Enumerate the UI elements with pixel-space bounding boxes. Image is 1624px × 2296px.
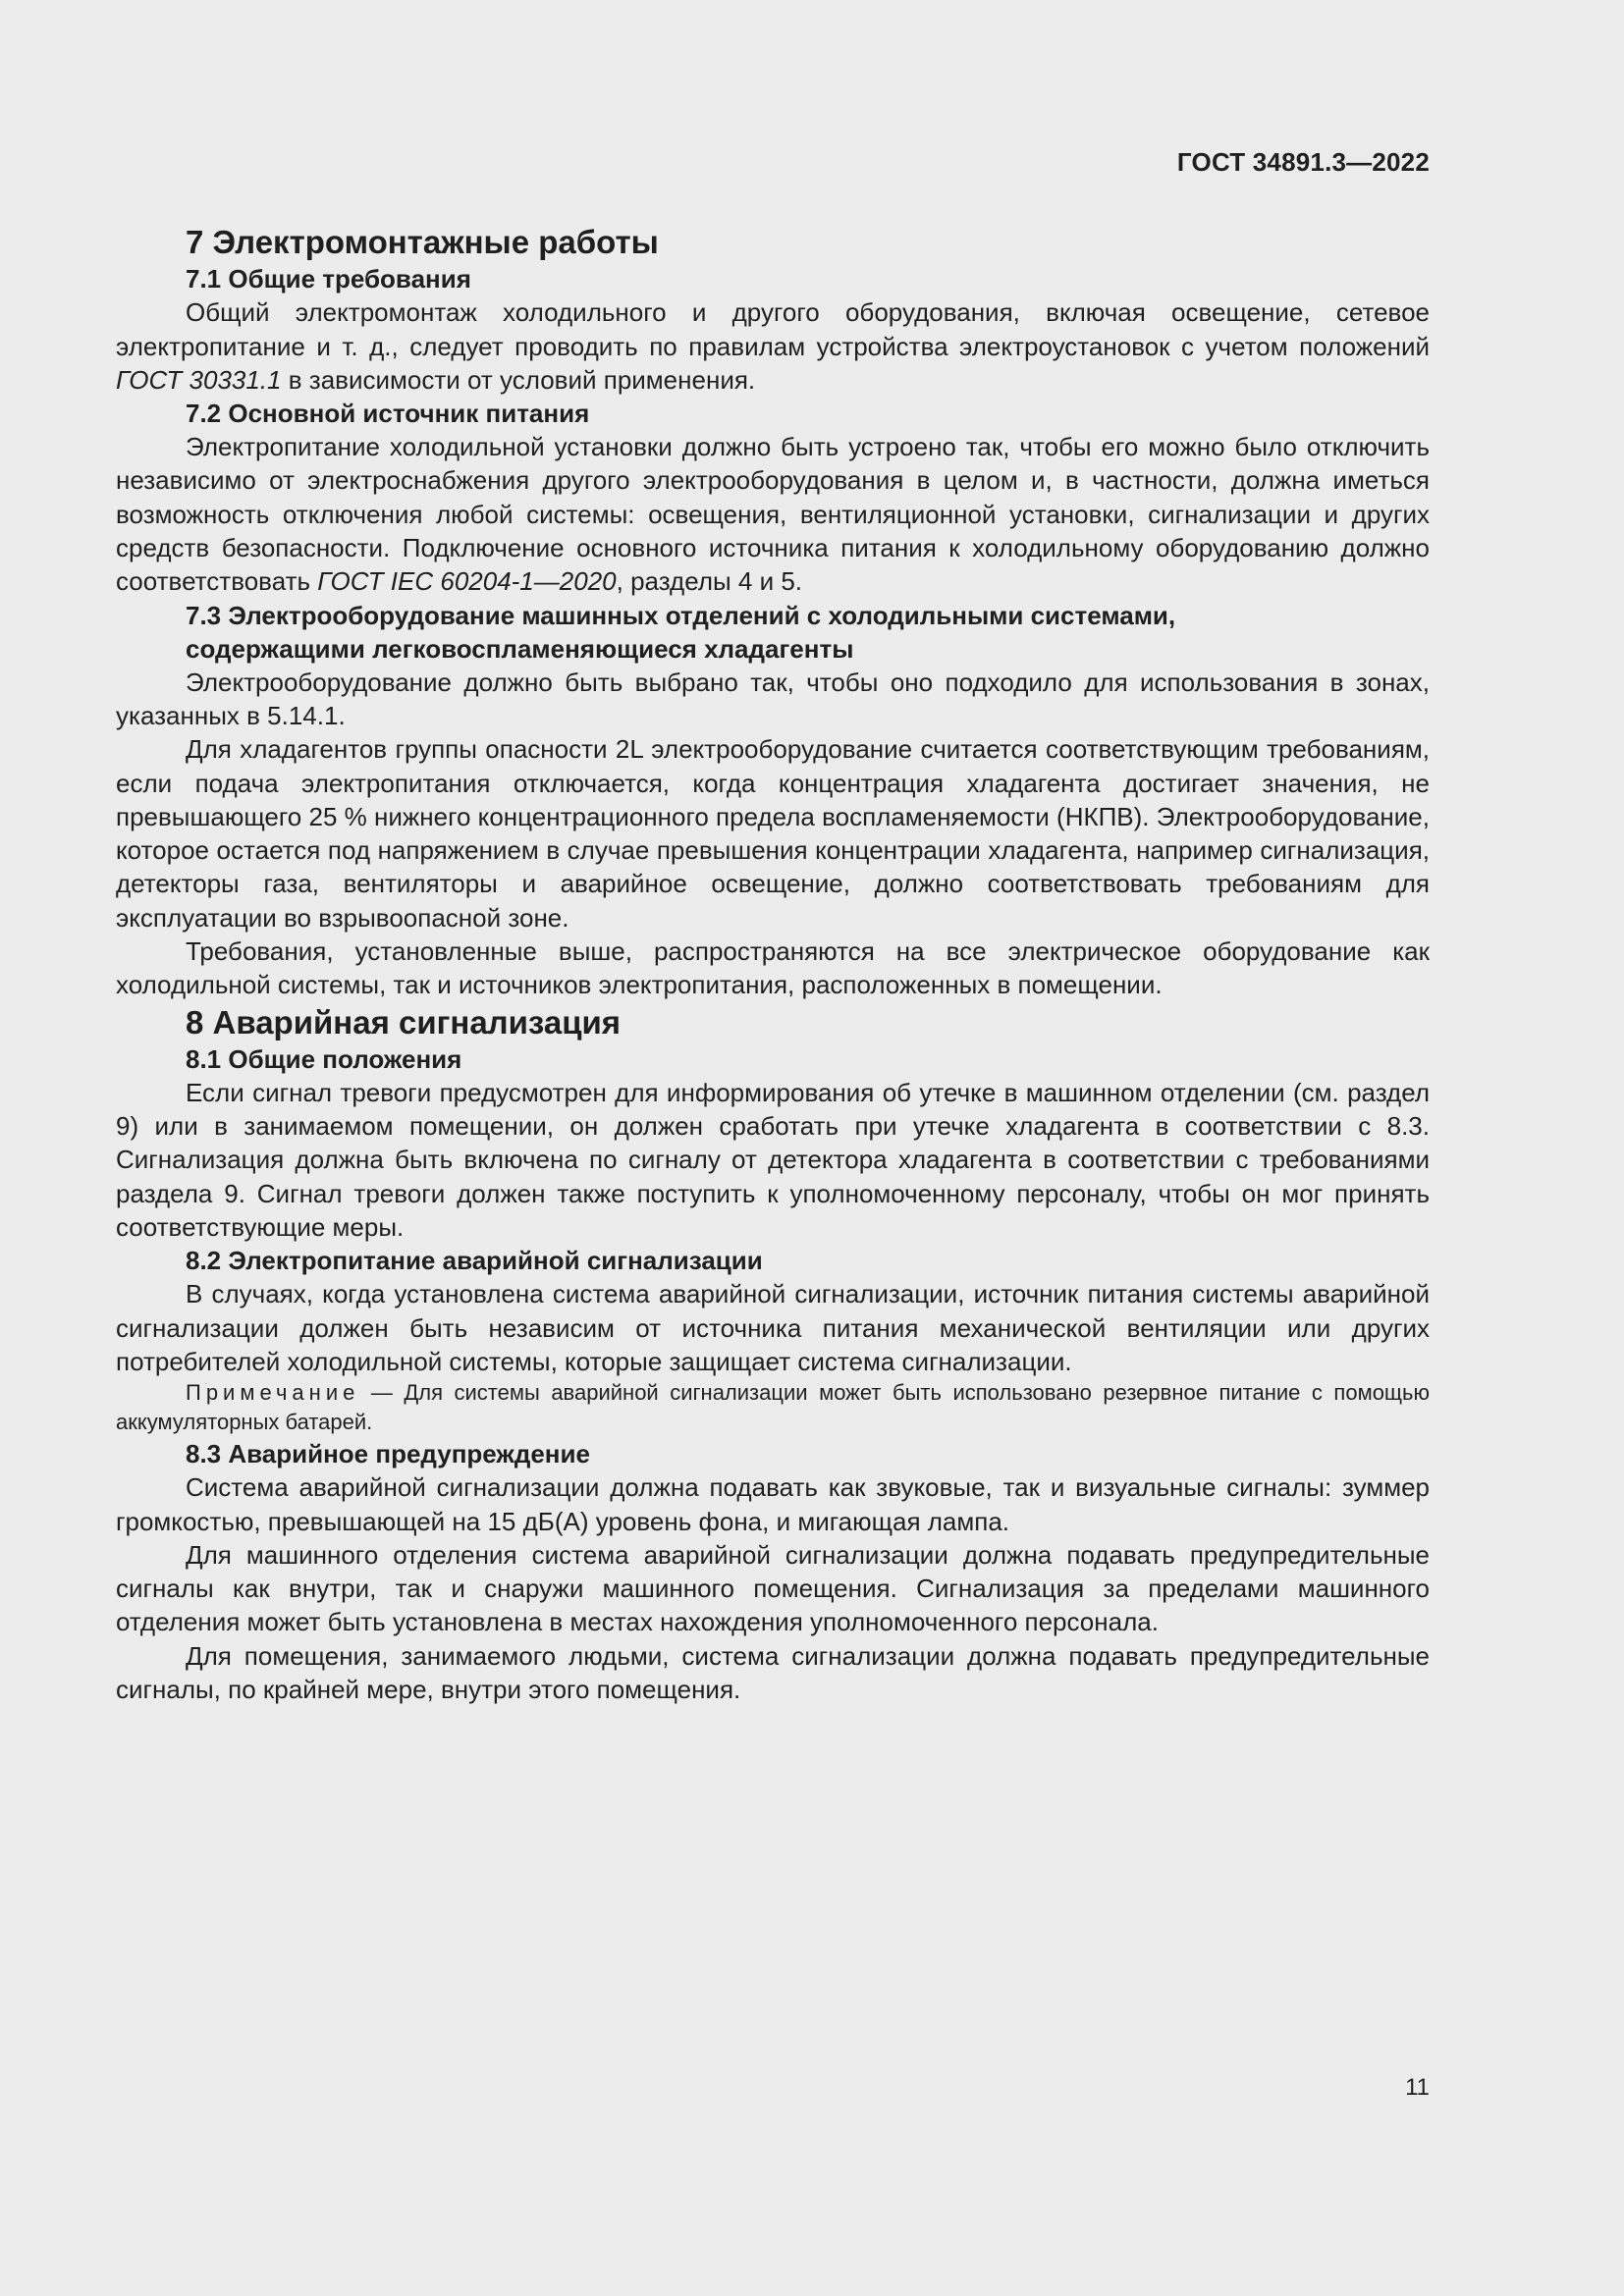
paragraph-7-3-3: Требования, установленные выше, распространяются на все электрическое оборудование как холодильной системы, так и источников электропитания, расположенных в помещении.: [116, 936, 1430, 1000]
paragraph-7-2-1: [116, 430, 1430, 598]
section-7-title: 7 Электромонтажные работы: [186, 224, 659, 260]
page-content: [116, 222, 1430, 1706]
standard-reference: ГОСТ IEC 60204-1—2020: [317, 566, 617, 597]
paragraph-text: в зависимости от условий применения.: [281, 364, 756, 395]
paragraph-text: , разделы 4 и 5.: [616, 566, 803, 597]
paragraph-8-2-1: В случаях, когда установлена система аварийной сигнализации, источник питания системы аварийной сигнализации должен быть независим от источника питания механической вентиляции или других потребителей холодильной системы, которые защищает система сигнализации.: [116, 1279, 1430, 1376]
subsection-7-1-title: 7.1 Общие требования: [186, 264, 471, 294]
subsection-7-2-title: 7.2 Основной источник питания: [186, 399, 590, 429]
paragraph-7-3-2: Для хладагентов группы опасности 2L электрооборудование считается соответствующим требованиям, если подача электропитания отключается, когда концентрация хладагента достигает значения, не превышающего 25 % нижнего концентрационного предела воспламеняемости (НКПВ). Электрооборудование, которое остается под напряжением в случае превышения концентрации хладагента, например сигнализация, детекторы газа, вентиляторы и аварийное освещение, должно соответствовать требованиям для эксплуатации во взрывоопасной зоне.: [116, 734, 1430, 933]
subsection-8-2-title: 8.2 Электропитание аварийной сигнализации: [186, 1246, 763, 1276]
section-8-title: 8 Аварийная сигнализация: [186, 1003, 622, 1041]
note-text: — Для системы аварийной сигнализации может быть использовано резервное питание с помощью аккумуляторных батарей.: [116, 1380, 1430, 1435]
paragraph-8-1-1: Если сигнал тревоги предусмотрен для информирования об утечке в машинном отделении (см. раздел 9) или в занимаемом помещении, он должен сработать при утечке хладагента в соответствии с 8.3. Сигнализация должна быть включена по сигналу от детектора хладагента в соответствии с требованиями раздела 9. Сигнал тревоги должен также поступить к уполномоченному персоналу, чтобы он мог принять соответствующие меры.: [116, 1077, 1430, 1243]
subsection-8-3-title: 8.3 Аварийное предупреждение: [186, 1439, 590, 1469]
page-number: 11: [1405, 2074, 1430, 2101]
paragraph-text: Электропитание холодильной установки должно быть устроено так, чтобы его можно было отключить независимо от электроснабжения другого электрооборудования в целом и, в частности, должна иметься возможность отключения любой системы: освещения, вентиляционной установки, сигнализации и других средств безопасности. Подключение основного источника питания к холодильному оборудованию должно соответствовать: [116, 432, 1430, 597]
paragraph-7-3-1: Электрооборудование должно быть выбрано так, чтобы оно подходило для использования в зонах, указанных в 5.14.1.: [116, 667, 1430, 730]
paragraph-text: Общий электромонтаж холодильного и другого оборудования, включая освещение, сетевое электропитание и т. д., следует проводить по правилам устройства электроустановок с учетом положений: [116, 297, 1430, 361]
paragraph-8-3-2: Для машинного отделения система аварийной сигнализации должна подавать предупредительные сигналы как внутри, так и снаружи машинного помещения. Сигнализация за пределами машинного отделения может быть установлена в местах нахождения уполномоченного персонала.: [116, 1539, 1430, 1637]
subsection-8-1-title: 8.1 Общие положения: [186, 1043, 462, 1074]
paragraph-8-3-3: Для помещения, занимаемого людьми, система сигнализации должна подавать предупредительные сигналы, по крайней мере, внутри этого помещения.: [116, 1640, 1430, 1704]
paragraph-7-1-1: [116, 295, 1430, 397]
standard-reference: ГОСТ 30331.1: [116, 364, 282, 395]
note-8-2: [116, 1378, 1430, 1437]
note-label: Примечание: [186, 1380, 360, 1406]
paragraph-8-3-1: Система аварийной сигнализации должна подавать как звуковые, так и визуальные сигналы: зуммер громкостью, превышающей на 15 дБ(А) уровень фона, и мигающая лампа.: [116, 1472, 1430, 1536]
document-page: [116, 0, 1430, 2296]
document-code: ГОСТ 34891.3—2022: [1176, 147, 1430, 177]
subsection-7-3-title: 7.3 Электрооборудование машинных отделений с холодильными системами, содержащими легковоспламеняющиеся хладагенты: [186, 600, 1176, 664]
